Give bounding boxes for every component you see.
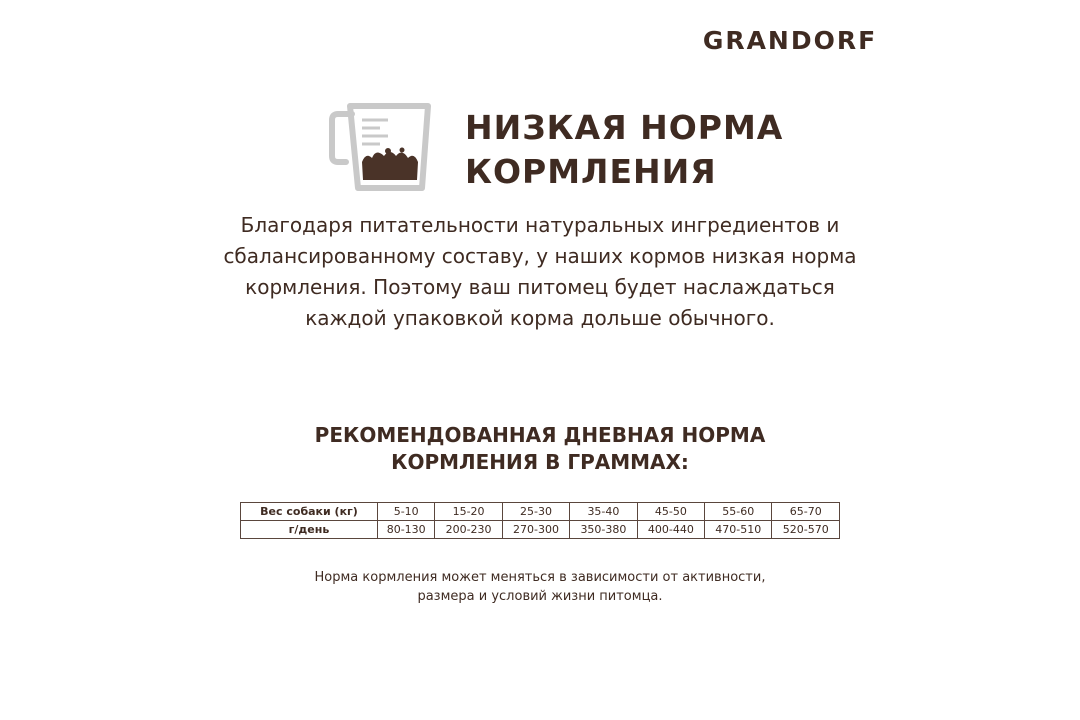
footnote-line: Норма кормления может меняться в зависимости от активности, [314,570,766,585]
table-cell: 35-40 [570,503,637,521]
description-line: кормления. Поэтому ваш питомец будет наслаждаться [245,275,835,299]
title-line-2: КОРМЛЕНИЯ [465,152,717,191]
measuring-jug-icon [328,100,436,196]
feeding-table [240,502,840,539]
brand-logo: GRANDORF [702,26,878,55]
recommendation-line-1: РЕКОМЕНДОВАННАЯ ДНЕВНАЯ НОРМА [314,423,766,447]
recommendation-heading [240,422,840,476]
title-line-1: НИЗКАЯ НОРМА [465,108,784,147]
table-cell: 520-570 [772,521,840,539]
table-cell: 65-70 [772,503,840,521]
description-line: сбалансированному составу, у наших кормов низкая норма [223,244,857,268]
footnote-line: размера и условий жизни питомца. [417,589,663,604]
table-row-grams [241,521,840,539]
table-cell: 200-230 [435,521,502,539]
footnote [240,568,840,606]
recommendation-line-2: КОРМЛЕНИЯ В ГРАММАХ: [391,450,689,474]
table-cell: 270-300 [502,521,569,539]
table-cell: 80-130 [378,521,435,539]
row-header-grams: г/день [241,521,378,539]
page-title [465,106,783,194]
table-cell: 470-510 [705,521,772,539]
table-cell: 15-20 [435,503,502,521]
table-cell: 45-50 [637,503,704,521]
table-cell: 350-380 [570,521,637,539]
table-cell: 5-10 [378,503,435,521]
description-line: Благодаря питательности натуральных ингредиентов и [240,213,840,237]
description-line: каждой упаковкой корма дольше обычного. [305,306,775,330]
table-cell: 25-30 [502,503,569,521]
table-cell: 55-60 [705,503,772,521]
description [190,210,890,334]
table-cell: 400-440 [637,521,704,539]
row-header-weight: Вес собаки (кг) [241,503,378,521]
table-row-weight [241,503,840,521]
